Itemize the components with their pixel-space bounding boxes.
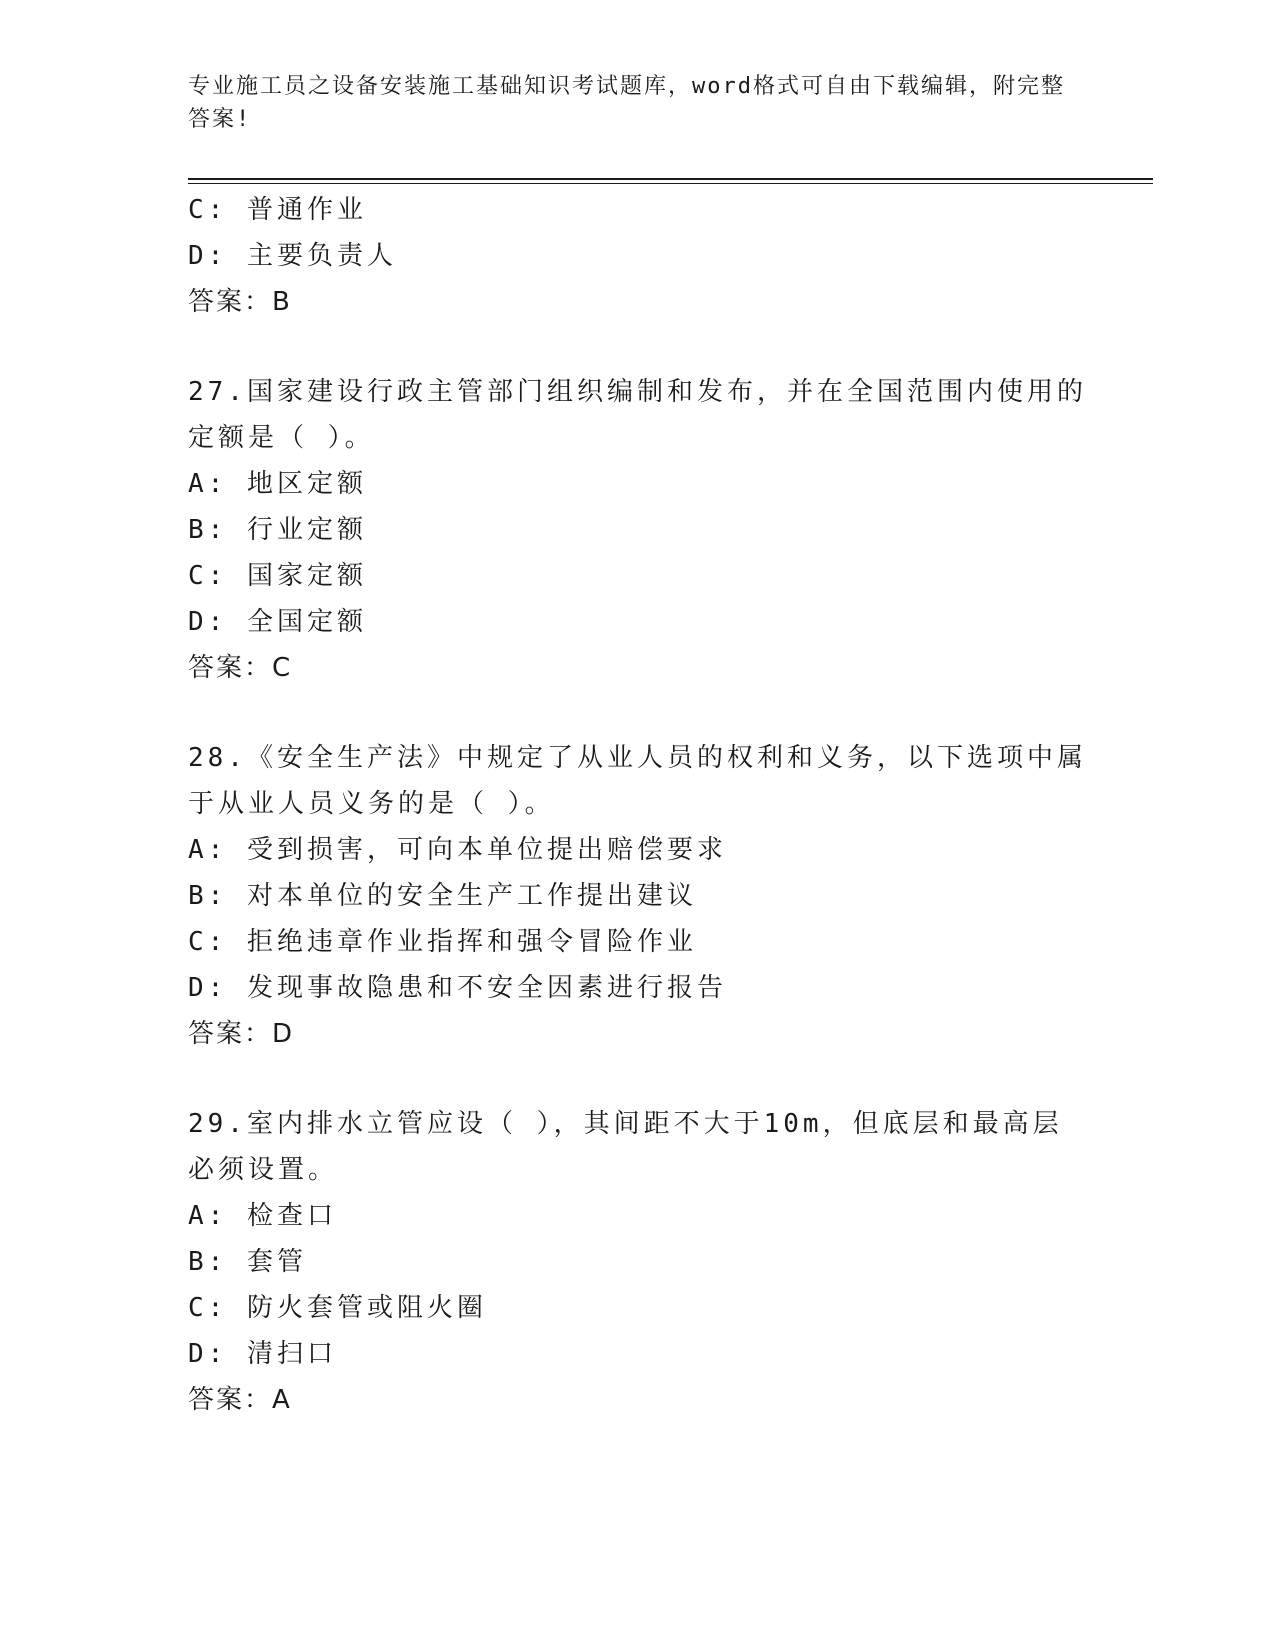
option-a xyxy=(188,1193,1088,1239)
option-d xyxy=(188,599,1088,645)
page-header: 专业施工员之设备安装施工基础知识考试题库，word格式可自由下载编辑，附完整答案! xyxy=(188,74,1065,132)
option-letter: D: xyxy=(188,973,228,1003)
option-c xyxy=(188,1285,1088,1331)
option-b xyxy=(188,873,1088,919)
question-content xyxy=(188,187,1088,1423)
option-letter: C: xyxy=(188,195,228,225)
option-c xyxy=(188,919,1088,965)
question-stem: 28.《安全生产法》中规定了从业人员的权利和义务，以下选项中属于从业人员义务的是（ ）。 xyxy=(188,743,1087,819)
option-text: 行业定额 xyxy=(246,515,367,545)
option-text: 套管 xyxy=(246,1247,307,1277)
question-stem: 29.室内排水立管应设（ ），其间距不大于10m，但底层和最高层必须设置。 xyxy=(188,1109,1063,1185)
option-letter: D: xyxy=(188,607,228,637)
option-text: 发现事故隐患和不安全因素进行报告 xyxy=(246,973,727,1003)
option-text: 清扫口 xyxy=(246,1339,337,1369)
option-a xyxy=(188,827,1088,873)
answer-line: 答案：D xyxy=(188,1019,295,1049)
option-b xyxy=(188,1239,1088,1285)
answer-line: 答案：C xyxy=(188,653,293,683)
option-letter: B: xyxy=(188,1247,228,1277)
question-block xyxy=(188,1101,1088,1423)
option-text: 普通作业 xyxy=(246,195,367,225)
question-stem: 27.国家建设行政主管部门组织编制和发布，并在全国范围内使用的定额是（ ）。 xyxy=(188,377,1087,453)
option-d xyxy=(188,965,1088,1011)
question-block xyxy=(188,369,1088,691)
answer-line: 答案：A xyxy=(188,1385,292,1415)
header-divider xyxy=(188,178,1153,180)
option-text: 检查口 xyxy=(246,1201,337,1231)
option-c xyxy=(188,553,1088,599)
option-a xyxy=(188,461,1088,507)
option-letter: A: xyxy=(188,835,228,865)
option-letter: A: xyxy=(188,1201,228,1231)
option-letter: B: xyxy=(188,881,228,911)
option-text: 主要负责人 xyxy=(246,241,397,271)
option-letter: C: xyxy=(188,561,228,591)
carryover-block xyxy=(188,187,1088,325)
option-letter: D: xyxy=(188,1339,228,1369)
answer-line: 答案：B xyxy=(188,287,292,317)
option-text: 地区定额 xyxy=(246,469,367,499)
option-text: 拒绝违章作业指挥和强令冒险作业 xyxy=(246,927,697,957)
option-d xyxy=(188,233,1088,279)
option-letter: D: xyxy=(188,241,228,271)
option-letter: C: xyxy=(188,1293,228,1323)
option-text: 对本单位的安全生产工作提出建议 xyxy=(246,881,697,911)
option-text: 受到损害，可向本单位提出赔偿要求 xyxy=(246,835,727,865)
option-letter: B: xyxy=(188,515,228,545)
option-text: 全国定额 xyxy=(246,607,367,637)
option-b xyxy=(188,507,1088,553)
question-block xyxy=(188,735,1088,1057)
option-text: 防火套管或阻火圈 xyxy=(246,1293,487,1323)
header-divider-thin xyxy=(188,183,1153,184)
option-text: 国家定额 xyxy=(246,561,367,591)
option-c xyxy=(188,187,1088,233)
option-letter: A: xyxy=(188,469,228,499)
option-letter: C: xyxy=(188,927,228,957)
option-d xyxy=(188,1331,1088,1377)
